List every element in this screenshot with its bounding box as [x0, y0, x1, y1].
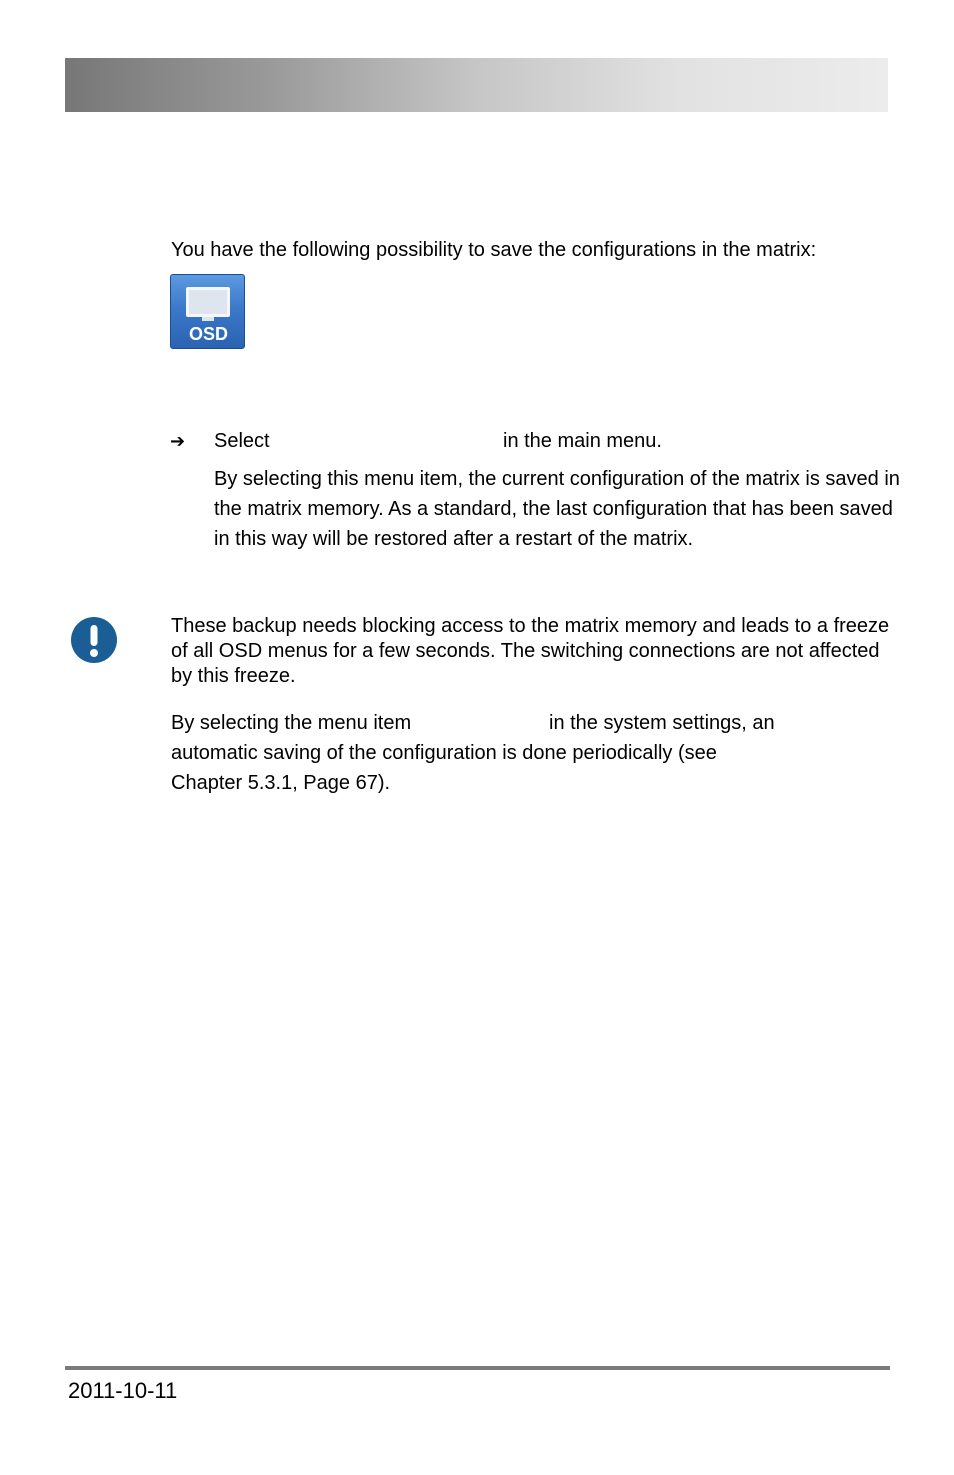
auto-save-paragraph	[171, 708, 901, 798]
monitor-icon	[186, 287, 230, 317]
osd-menu-icon	[170, 274, 245, 349]
osd-icon-label: OSD	[188, 324, 228, 344]
footer-divider	[65, 1366, 890, 1370]
footer-date: 2011-10-11	[68, 1378, 178, 1403]
header-bar	[65, 58, 888, 112]
step-description: By selecting this menu item, the current configuration of the matrix is saved in the matrix memory. As a standard, the last configuration that has been saved in this way will be restored after a restart of the matrix.	[214, 468, 900, 550]
intro-text: You have the following possibility to save the configurations in the matrix:	[171, 239, 817, 261]
paragraph-rest: automatic saving of the configuration is done periodically (see Chapter 5.3.1, Page 67).	[171, 742, 717, 794]
exclamation-icon	[70, 616, 118, 664]
paragraph-line-start: By selecting the menu item	[171, 712, 412, 734]
note-text: These backup needs blocking access to the matrix memory and leads to a freeze of all OSD menus for a few seconds. The switching connections are not affected by this freeze.	[171, 615, 890, 687]
paragraph-line-end: in the system settings, an	[549, 712, 775, 734]
arrow-icon: ➔	[170, 431, 186, 451]
monitor-stand	[202, 317, 214, 321]
step-select-text: Select	[214, 430, 270, 452]
step-after-text: in the main menu.	[503, 430, 662, 452]
